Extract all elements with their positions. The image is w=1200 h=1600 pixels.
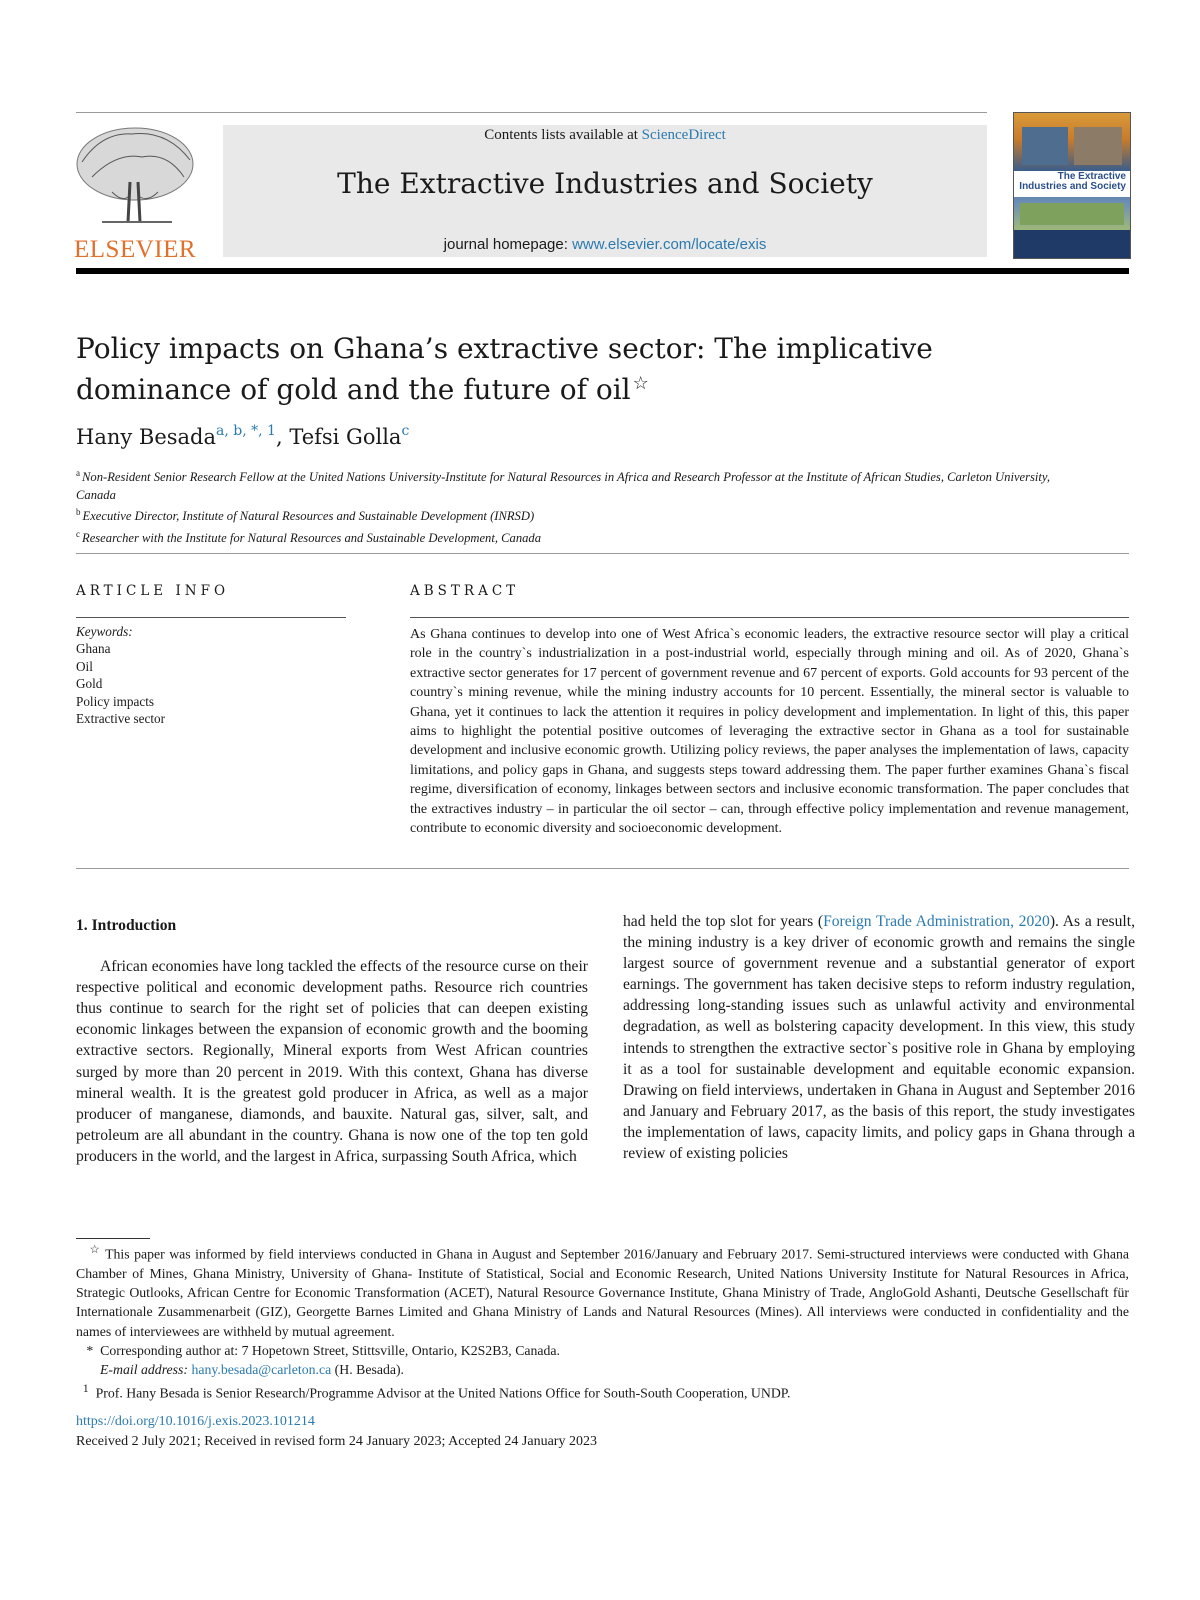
- footnote-text: This paper was informed by field interviews conducted in Ghana in August and September 2016/January and February 2017. Semi-structured interviews were conducted with Ghana Chamber of Mines, Ghana Ministry, University of Ghana- Institute of Statistical, Social and Economic Research, United Nations University Institute for Natural Resources in Africa, Strategic Outlooks, African Centre for Economic Transformation (ACET), Natural Resource Governance Institute, Ghana Ministry of Trade, AngloGold Ashanti, Deutsche Gesellschaft für Internationale Zusammenarbeit (GIZ), Georgette Barnes Limited and Ghana Ministry of Lands and Natural Resources (Mines). All interviews were conducted in confidentiality and the names of interviewees are withheld by mutual agreement.: [76, 1246, 1129, 1339]
- footnotes: [76, 1241, 1129, 1403]
- footnote-one: [76, 1380, 1129, 1403]
- journal-cover-image: [1013, 112, 1131, 259]
- doi-link[interactable]: https://doi.org/10.1016/j.exis.2023.101214: [76, 1414, 315, 1429]
- article-title: [76, 331, 1016, 407]
- section-title: 1. Introduction: [76, 917, 177, 934]
- footnote-mark: *: [86, 1343, 94, 1359]
- abstract-text: As Ghana continues to develop into one of West Africa`s economic leaders, the extractive resource sector will play a critical role in the country`s industrialization in a post-industrial world, especially through mining and oil. As of 2020, Ghana`s extractive sector generates for 17 percent of government revenue and 67 percent of exports. Gold accounts for 93 percent of the country`s mining revenue, while the mining industry accounts for 10 percent. Essentially, the mineral sector is valuable to Ghana, yet it continues to lack the attention it requires in policy development and implementation. In light of this, this paper aims to highlight the potential positive outcomes of leveraging the extractive sector in Ghana as a tool for sustainable development and inclusive economic growth. Utilizing policy reviews, the paper analyses the implementation of laws, capacity limitations, and policy gaps in Ghana, and suggests steps toward addressing them. The paper further examines Ghana`s fiscal regime, diversification of economy, linkages between sectors and inclusive economic transformation. The paper concludes that the extractives industry – in particular the oil sector – can, through effective policy implementation and revenue management, contribute to economic diversity and socioeconomic development.: [410, 627, 1129, 837]
- affiliations: [76, 465, 1056, 547]
- footnote-text: Prof. Hany Besada is Senior Research/Programme Advisor at the United Nations Office for South-South Cooperation, UNDP.: [95, 1385, 791, 1401]
- cover-photo: [1022, 127, 1068, 165]
- journal-title: The Extractive Industries and Society: [337, 167, 873, 200]
- keyword-item: Policy impacts: [76, 693, 155, 709]
- affiliation-item: [76, 465, 1056, 504]
- author-separator: ,: [275, 425, 290, 449]
- sciencedirect-link[interactable]: ScienceDirect: [641, 127, 726, 143]
- header-top-rule: [76, 112, 987, 113]
- author-affiliation-marks[interactable]: a, b, *, 1: [216, 423, 276, 439]
- email-suffix: (H. Besada).: [331, 1362, 405, 1378]
- footnote-text: Corresponding author at: 7 Hopetown Street, Stittsville, Ontario, K2S2B3, Canada.: [100, 1343, 561, 1359]
- homepage-line: [223, 236, 987, 253]
- keywords-label: Keywords:: [76, 624, 133, 639]
- abstract-heading: ABSTRACT: [410, 583, 520, 599]
- footnote-star: [76, 1241, 1129, 1341]
- contents-line: [223, 127, 987, 144]
- cover-photo: [1020, 203, 1124, 225]
- keyword-item: Oil: [76, 658, 93, 674]
- paragraph-text: ). As a result, the mining industry is a key driver of economic growth and remains the single largest source of government revenue and a substantial generator of export earnings. The government has taken decisive steps to reform industry regulation, addressing long-standing issues such as unlawful activity and environmental degradation, as well as bolstering capacity development. In this view, this study intends to strengthen the extractive sector`s positive role in Ghana by employing it as a tool for sustainable development and equitable economic expansion. Drawing on field interviews, undertaken in Ghana in August and September 2016 and January and February 2017, as the basis of this report, the study investigates the implementation of laws, capacity limits, and policy gaps in Ghana through a review of existing policies: [623, 913, 1135, 1163]
- divider-rule: [76, 868, 1129, 869]
- citation-link[interactable]: Foreign Trade Administration, 2020: [823, 913, 1050, 930]
- affiliation-mark: b: [76, 507, 81, 517]
- title-footnote-marker[interactable]: ☆: [632, 373, 649, 394]
- publisher-logo-text: ELSEVIER: [74, 236, 197, 263]
- keyword-item: Ghana: [76, 641, 111, 657]
- affiliation-mark: a: [76, 468, 80, 478]
- abstract-rule: [410, 617, 1129, 618]
- keywords-block: [76, 623, 165, 727]
- header-thick-rule: [76, 268, 1129, 274]
- divider-rule: [76, 553, 1129, 554]
- cover-photo: [1074, 127, 1122, 165]
- body-paragraph: [623, 911, 1135, 1164]
- body-column-right: [623, 911, 1135, 1164]
- author-list: [76, 423, 409, 449]
- affiliation-item: [76, 504, 1056, 526]
- contents-prefix: Contents lists available at: [484, 127, 642, 143]
- affiliation-text: Non-Resident Senior Research Fellow at the United Nations University-Institute for Natural Resources in Africa and Research Professor at the Institute of African Studies, Carleton University, Canada: [76, 470, 1050, 502]
- author-name: Tefsi Golla: [289, 425, 402, 449]
- doi-block: [76, 1412, 597, 1451]
- keyword-item: Extractive sector: [76, 711, 165, 727]
- affiliation-mark: c: [76, 528, 80, 539]
- email-label: E-mail address:: [100, 1362, 189, 1378]
- affiliation-text: Executive Director, Institute of Natural Resources and Sustainable Development (INRSD): [82, 509, 535, 523]
- paragraph-text: had held the top slot for years (: [623, 913, 824, 930]
- article-info-rule: [76, 617, 346, 618]
- affiliation-item: [76, 526, 1056, 548]
- footnote-corresponding: [76, 1341, 1129, 1360]
- keyword-item: Gold: [76, 676, 103, 692]
- article-history: Received 2 July 2021; Received in revised form 24 January 2023; Accepted 24 January 2023: [76, 1433, 597, 1449]
- homepage-prefix: journal homepage:: [443, 236, 573, 253]
- body-paragraph: African economies have long tackled the effects of the resource curse on their respective political and economic development paths. Resource rich countries thus continue to search for the right set of policies that can deepen existing economic linkages between the expansion of economic growth and the booming extractive sectors. Regionally, Mineral exports from West African countries surged by more than 20 percent in 2019. With this context, Ghana has diverse mineral wealth. It is the greatest gold producer in Africa, as well as a major producer of manganese, diamonds, and bauxite. Natural gas, silver, salt, and petroleum are all abundant in the country. Ghana is now one of the top ten gold producers in the world, and the largest in Africa, surpassing South Africa, which: [76, 958, 588, 1165]
- footnote-mark: 1: [82, 1382, 89, 1395]
- journal-homepage-link[interactable]: www.elsevier.com/locate/exis: [572, 236, 767, 253]
- body-column-left: [76, 915, 588, 1167]
- footnote-rule: [76, 1238, 150, 1239]
- author-affiliation-marks[interactable]: c: [401, 423, 410, 439]
- article-title-text: Policy impacts on Ghana’s extractive sector: The implicative dominance of gold and the future of oil: [76, 332, 933, 406]
- affiliation-text: Researcher with the Institute for Natural Resources and Sustainable Development, Canada: [82, 530, 542, 545]
- author-name: Hany Besada: [76, 425, 217, 449]
- footnote-mark: ☆: [89, 1244, 101, 1256]
- footnote-email: [76, 1360, 1129, 1379]
- email-link[interactable]: hany.besada@carleton.ca: [191, 1362, 332, 1378]
- cover-footer: [1014, 230, 1130, 258]
- article-info-heading: ARTICLE INFO: [76, 583, 230, 599]
- cover-title: The Extractive Industries and Society: [1019, 171, 1126, 192]
- journal-masthead: [223, 125, 987, 257]
